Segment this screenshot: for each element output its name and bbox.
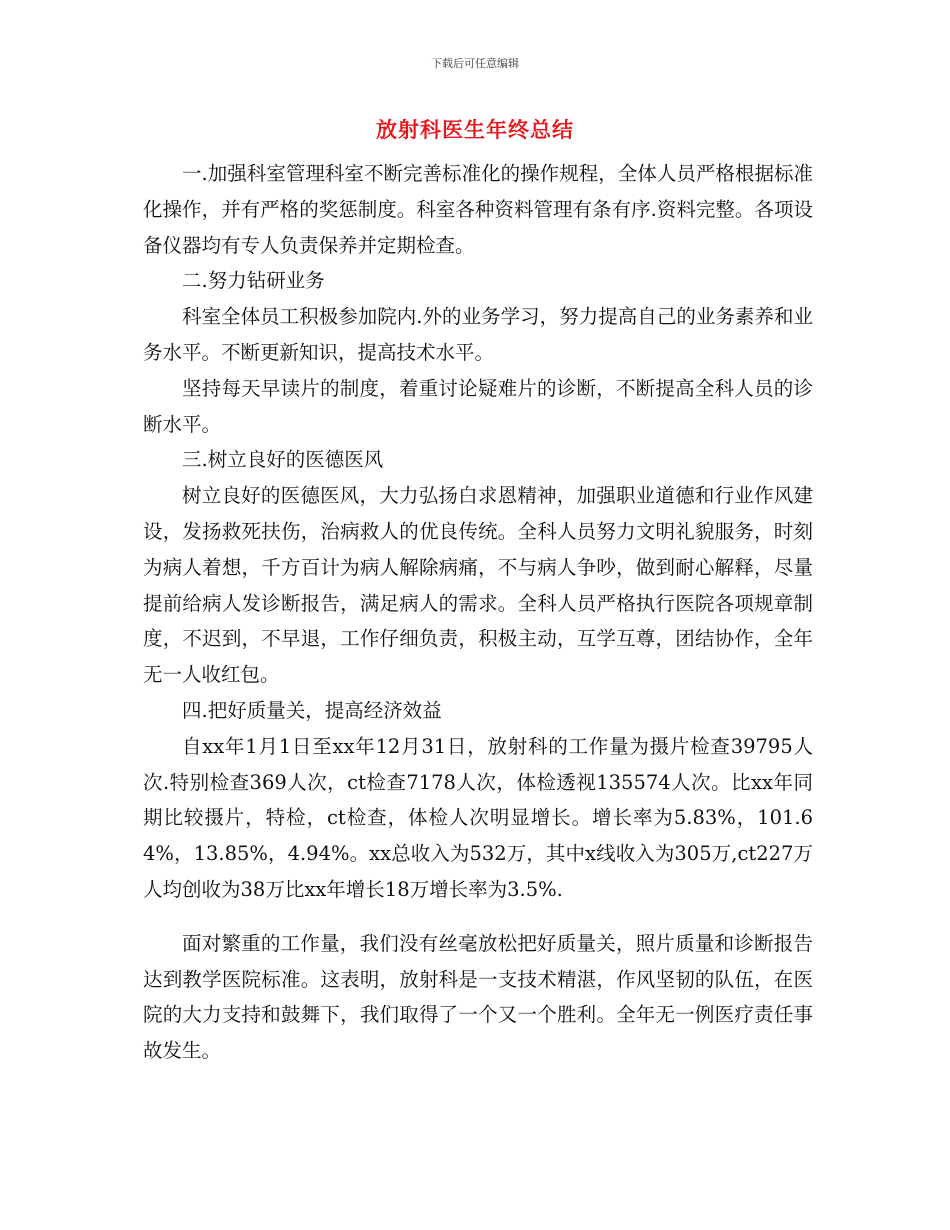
heading-section-4: 四.把好质量关，提高经济效益 bbox=[182, 698, 442, 722]
document-body bbox=[143, 156, 813, 1069]
document-title: 放射科医生年终总结 bbox=[376, 118, 574, 142]
heading-section-2: 二.努力钻研业务 bbox=[182, 269, 325, 293]
paragraph-ethics: 树立良好的医德医风，大力弘扬白求恩精神，加强职业道德和行业作风建设，发扬救死扶伤，治病救人的优良传统。全科人员努力文明礼貌服务，时刻为病人着想，千方百计为病人解除病痛，不与病人争吵，做到耐心解释，尽量提前给病人发诊断报告，满足病人的需求。全科人员严格执行医院各项规章制度，不迟到，不早退，工作仔细负责，积极主动，互学互尊，团结协作，全年无一人收红包。 bbox=[143, 484, 813, 687]
heading-section-3: 三.树立良好的医德医风 bbox=[182, 448, 384, 472]
header-note: 下载后可任意编辑 bbox=[431, 57, 519, 70]
paragraph-quality: 面对繁重的工作量，我们没有丝毫放松把好质量关，照片质量和诊断报告达到教学医院标准。这表明，放射科是一支技术精湛，作风坚韧的队伍，在医院的大力支持和鼓舞下，我们取得了一个又一个胜利。全年无一例医疗责任事故发生。 bbox=[143, 931, 813, 1063]
paragraph-film-reading: 坚持每天早读片的制度，着重讨论疑难片的诊断，不断提高全科人员的诊断水平。 bbox=[143, 376, 813, 436]
paragraph-section-1: 一.加强科室管理科室不断完善标准化的操作规程，全体人员严格根据标准化操作，并有严格的奖惩制度。科室各种资料管理有条有序.资料完整。各项设备仪器均有专人负责保养并定期检查。 bbox=[143, 162, 813, 257]
paragraph-study: 科室全体员工积极参加院内.外的业务学习，努力提高自己的业务素养和业务水平。不断更新知识，提高技术水平。 bbox=[143, 305, 813, 364]
paragraph-workload: 自xx年1月1日至xx年12月31日，放射科的工作量为摄片检查39795人次.特别检查369人次，ct检查7178人次，体检透视135574人次。比xx年同期比较摄片，特检，ct检查，体检人次明显增长。增长率为5.83%，101.64%，13.85%，4.94%。xx总收入为532万，其中x线收入为305万,ct227万人均创收为38万比xx年增长18万增长率为3.5%. bbox=[143, 734, 813, 901]
